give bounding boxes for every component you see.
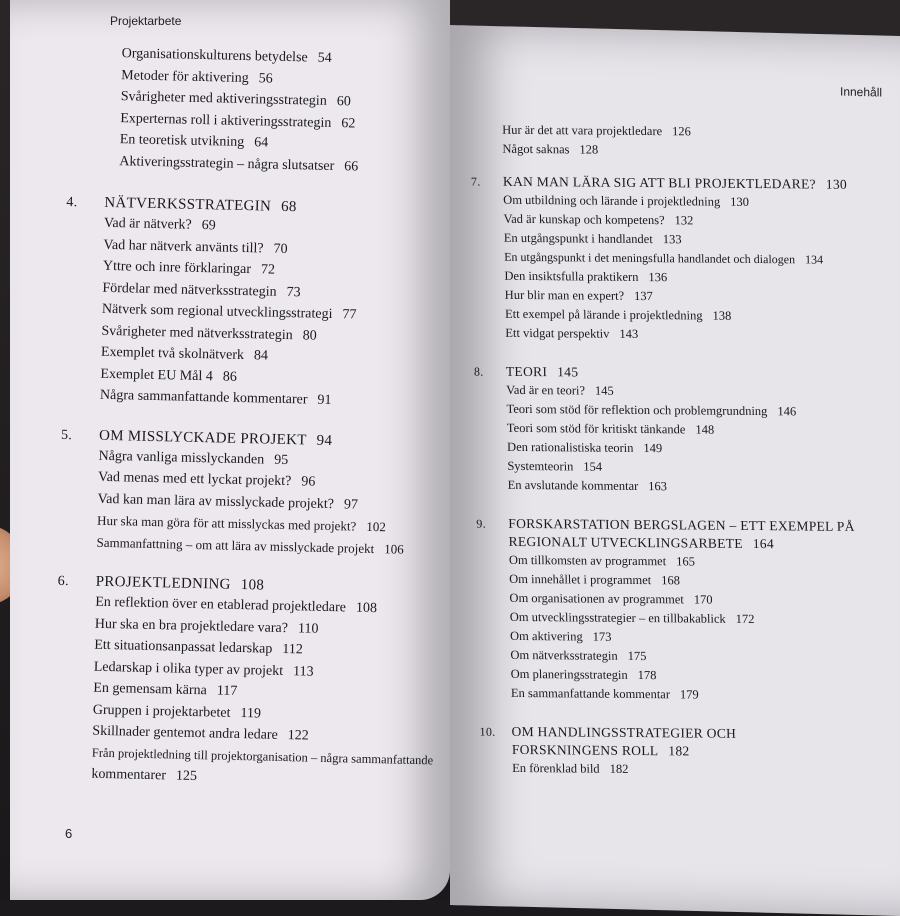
toc-entry: Vad menas med ett lyckat projekt? 96 bbox=[97, 469, 316, 490]
toc-entry: Om innehållet i programmet 168 bbox=[509, 571, 681, 588]
continued-entries-left bbox=[119, 43, 440, 179]
toc-entry: Hur blir man en expert? 137 bbox=[504, 287, 653, 304]
toc-entry: En utgångspunkt i handlandet 133 bbox=[503, 230, 682, 247]
toc-entry: Svårigheter med nätverksstrategin 80 bbox=[101, 323, 317, 344]
toc-entry: Vad har nätverk använts till? 70 bbox=[103, 237, 288, 257]
toc-entry: Om utbildning och lärande i projektledning 130 bbox=[503, 192, 750, 209]
toc-entry: Om aktivering 173 bbox=[509, 628, 612, 644]
toc-entry: Ledarskap i olika typer av projekt 113 bbox=[93, 659, 314, 680]
left-page bbox=[10, 0, 450, 900]
toc-entry: Om utvecklingsstrategier – en tillbakablick 172 bbox=[509, 609, 755, 627]
toc-entry: En reflektion över en etablerad projektledare 108 bbox=[95, 594, 378, 617]
toc-entry: Ett exempel på lärande i projektledning 138 bbox=[504, 306, 732, 323]
chapter-10 bbox=[479, 723, 900, 782]
running-head-right: Innehåll bbox=[840, 84, 883, 100]
toc-entry: Hur ska man göra för att misslyckas med projekt? 102 bbox=[96, 512, 386, 535]
toc-right bbox=[470, 120, 900, 801]
chapter-9 bbox=[476, 515, 899, 707]
chapter-heading: 9. FORSKARSTATION BERGSLAGEN – ETT EXEMPEL PÅ REGIONALT UTVECKLINGSARBETE 164 bbox=[476, 515, 855, 552]
toc-entry: Aktiveringsstrategin – några slutsatser 66 bbox=[119, 153, 359, 175]
toc-entry: Hur är det att vara projektledare 126 bbox=[502, 122, 691, 139]
toc-entry: Ett vidgat perspektiv 143 bbox=[505, 325, 639, 341]
toc-entry: Om tillkomsten av programmet 165 bbox=[508, 552, 695, 569]
page-number-left: 6 bbox=[65, 826, 73, 841]
chapter-8 bbox=[474, 363, 896, 499]
chapter-heading: 5. OM MISSLYCKADE PROJEKT 94 bbox=[60, 427, 333, 449]
toc-left bbox=[53, 42, 440, 813]
chapter-6 bbox=[53, 572, 434, 793]
toc-entry: Den insiktsfulla praktikern 136 bbox=[504, 268, 668, 285]
right-page bbox=[450, 25, 900, 916]
toc-entry: Gruppen i projektarbetet 119 bbox=[92, 702, 262, 722]
toc-entry: Organisationskulturens betydelse 54 bbox=[121, 46, 332, 66]
toc-entry: Hur ska en bra projektledare vara? 110 bbox=[94, 616, 319, 637]
toc-entry: Sammanfattning – om att lära av misslyckade projekt 106 bbox=[96, 534, 404, 557]
toc-entry: Några vanliga misslyckanden 95 bbox=[98, 448, 289, 468]
toc-entry: En gemensam kärna 117 bbox=[93, 680, 238, 699]
toc-entry: En teoretisk utvikning 64 bbox=[119, 132, 269, 151]
chapter-heading: 6. PROJEKTLEDNING 108 bbox=[57, 573, 265, 594]
toc-entry: Yttre och inre förklaringar 72 bbox=[102, 258, 276, 278]
toc-entry: Skillnader gentemot andra ledare 122 bbox=[92, 723, 309, 744]
toc-entry: Fördelar med nätverksstrategin 73 bbox=[102, 280, 301, 300]
toc-entry: Vad är en teori? 145 bbox=[506, 382, 614, 398]
toc-entry: Om nätverksstrategin 175 bbox=[510, 647, 647, 664]
toc-entry: Den rationalistiska teorin 149 bbox=[507, 439, 663, 456]
toc-entry: Exemplet två skolnätverk 84 bbox=[100, 344, 269, 364]
toc-entry: En förenklad bild 182 bbox=[512, 760, 629, 776]
chapter-heading: 7. KAN MAN LÄRA SIG ATT BLI PROJEKTLEDARE? 130 bbox=[470, 173, 848, 192]
toc-entry: kommentarer 125 bbox=[91, 766, 198, 785]
toc-entry: En utgångspunkt i det meningsfulla handlandet och dialogen 134 bbox=[504, 249, 824, 267]
toc-entry: Något saknas 128 bbox=[502, 141, 599, 157]
toc-entry: Teori som stöd för reflektion och problemgrundning 146 bbox=[506, 401, 797, 419]
toc-entry: Svårigheter med aktiveringsstrategin 60 bbox=[120, 89, 351, 110]
chapter-4 bbox=[62, 193, 437, 414]
chapter-5 bbox=[58, 425, 431, 560]
toc-entry: Från projektledning till projektorganisation – några sammanfattande bbox=[91, 745, 434, 767]
toc-entry: Vad är kunskap och kompetens? 132 bbox=[503, 211, 694, 228]
running-head-left: Projektarbete bbox=[110, 14, 182, 28]
toc-entry: Nätverk som regional utvecklingsstrategi 77 bbox=[101, 301, 357, 323]
toc-entry: Några sammanfattande kommentarer 91 bbox=[99, 387, 332, 409]
chapter-7 bbox=[471, 173, 894, 347]
toc-entry: Om organisationen av programmet 170 bbox=[509, 590, 713, 607]
toc-entry: Experternas roll i aktiveringsstrategin 62 bbox=[120, 110, 356, 131]
toc-entry: Vad kan man lära av misslyckade projekt? 97 bbox=[97, 491, 359, 513]
continued-entries-right bbox=[502, 121, 891, 162]
toc-entry: Teori som stöd för kritiskt tänkande 148 bbox=[506, 420, 715, 437]
toc-entry: Vad är nätverk? 69 bbox=[103, 215, 216, 234]
toc-entry: Ett situationsanpassat ledarskap 112 bbox=[94, 637, 304, 658]
chapter-heading: 4. NÄTVERKSSTRATEGIN 68 bbox=[66, 194, 297, 216]
toc-entry: Metoder för aktivering 56 bbox=[121, 67, 273, 87]
toc-entry: En avslutande kommentar 163 bbox=[507, 477, 668, 494]
toc-entry: Om planeringsstrategin 178 bbox=[510, 666, 657, 683]
toc-entry: En sammanfattande kommentar 179 bbox=[510, 685, 699, 702]
chapter-heading: 10. OM HANDLINGSSTRATEGIER OCH FORSKNINGENS ROLL 182 bbox=[479, 723, 737, 759]
toc-entry: Systemteorin 154 bbox=[507, 458, 603, 474]
chapter-heading: 8. TEORI 145 bbox=[473, 363, 579, 380]
toc-entry: Exemplet EU Mål 4 86 bbox=[100, 366, 237, 385]
